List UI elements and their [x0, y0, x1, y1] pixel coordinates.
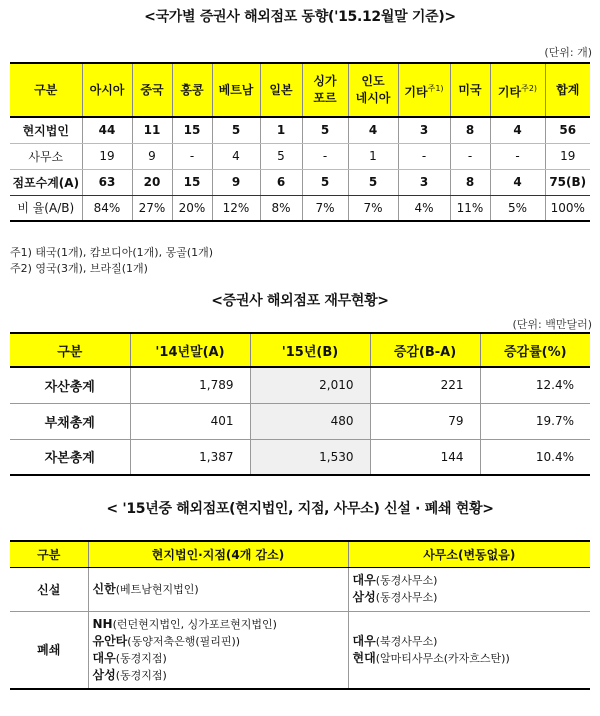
- table-cell: 44: [82, 117, 132, 143]
- footnote-1: 주1) 태국(1개), 캄보디아(1개), 몽골(1개): [10, 246, 214, 259]
- header-cell: 일본: [260, 63, 302, 117]
- table-cell: -: [490, 143, 545, 169]
- table-cell: -: [302, 143, 348, 169]
- row-label: 자산총계: [10, 367, 130, 403]
- finance-table: [10, 332, 590, 476]
- table-cell: 8: [450, 169, 490, 195]
- table-cell: 4%: [398, 195, 450, 221]
- table-cell: 19.7%: [480, 403, 590, 439]
- table-row: [10, 195, 590, 221]
- table-cell: 11: [132, 117, 172, 143]
- table-cell: 4: [212, 143, 260, 169]
- table-cell: 12.4%: [480, 367, 590, 403]
- table-cell: 75(B): [545, 169, 590, 195]
- table-cell: 27%: [132, 195, 172, 221]
- unit-label-1: (단위: 개): [544, 46, 592, 59]
- table-cell: 8%: [260, 195, 302, 221]
- header-cell: 구분: [10, 333, 130, 367]
- list-item: 유안타(동양저축은행(필리핀)): [92, 633, 241, 648]
- row-label: 비 율(A/B): [10, 195, 82, 221]
- header-cell: 구분: [10, 63, 82, 117]
- offices-cell: [348, 567, 590, 611]
- table-header-row: [10, 63, 590, 117]
- table-cell: -: [172, 143, 212, 169]
- country-branches-table: [10, 62, 590, 222]
- table-cell: 144: [370, 439, 480, 475]
- header-cell: 인도 네시아: [348, 63, 398, 117]
- table-cell: 5: [212, 117, 260, 143]
- list-item: NH(런던현지법인, 싱가포르현지법인): [92, 616, 277, 631]
- table-cell: -: [450, 143, 490, 169]
- table-header-row: [10, 541, 590, 567]
- unit-label-2: (단위: 백만달러): [512, 318, 592, 331]
- header-cell: 사무소(변동없음): [348, 541, 590, 567]
- table-cell: 221: [370, 367, 480, 403]
- table-cell: 2,010: [250, 367, 370, 403]
- row-label: 신설: [10, 567, 88, 611]
- table-row: [10, 143, 590, 169]
- table-cell: 5: [348, 169, 398, 195]
- table-cell: 9: [212, 169, 260, 195]
- list-item: 대우(동경지점): [92, 650, 167, 665]
- table-cell: 4: [348, 117, 398, 143]
- list-item: 현대(알마티사무소(카자흐스탄)): [352, 650, 510, 665]
- header-cell: 베트남: [212, 63, 260, 117]
- header-cell: 중국: [132, 63, 172, 117]
- header-cell: '15년(B): [250, 333, 370, 367]
- header-cell: 증감(B-A): [370, 333, 480, 367]
- table-row-new: [10, 567, 590, 611]
- table-cell: 4: [490, 169, 545, 195]
- header-cell: 구분: [10, 541, 88, 567]
- table-cell: 63: [82, 169, 132, 195]
- table-cell: 7%: [348, 195, 398, 221]
- table-cell: 4: [490, 117, 545, 143]
- table-row: [10, 403, 590, 439]
- table-cell: 1,387: [130, 439, 250, 475]
- row-label: 점포수계(A): [10, 169, 82, 195]
- header-cell: 현지법인·지점(4개 감소): [88, 541, 348, 567]
- table-cell: 79: [370, 403, 480, 439]
- header-cell: 미국: [450, 63, 490, 117]
- header-cell: 기타$^{주2)}$: [490, 63, 545, 117]
- row-label: 자본총계: [10, 439, 130, 475]
- row-label: 사무소: [10, 143, 82, 169]
- table-cell: -: [398, 143, 450, 169]
- table-cell: 20%: [172, 195, 212, 221]
- table-cell: 5%: [490, 195, 545, 221]
- list-item: 대우(북경사무소): [352, 633, 438, 648]
- table-cell: 9: [132, 143, 172, 169]
- header-cell: 싱가 포르: [302, 63, 348, 117]
- table-cell: 1,789: [130, 367, 250, 403]
- table-cell: 15: [172, 169, 212, 195]
- header-cell: 합계: [545, 63, 590, 117]
- table-row: [10, 439, 590, 475]
- footnote-2: 주2) 영국(3개), 브라질(1개): [10, 262, 148, 275]
- table-cell: 1: [260, 117, 302, 143]
- header-cell: '14년말(A): [130, 333, 250, 367]
- list-item: 삼성(동경지점): [92, 667, 167, 682]
- table-cell: 19: [545, 143, 590, 169]
- table-row-closed: [10, 611, 590, 689]
- table-cell: 8: [450, 117, 490, 143]
- table-cell: 15: [172, 117, 212, 143]
- table-header-row: [10, 333, 590, 367]
- table-cell: 10.4%: [480, 439, 590, 475]
- offices-cell: [348, 611, 590, 689]
- header-cell: 증감률(%): [480, 333, 590, 367]
- row-label: 현지법인: [10, 117, 82, 143]
- table-cell: 20: [132, 169, 172, 195]
- table-cell: 3: [398, 169, 450, 195]
- row-label: 폐쇄: [10, 611, 88, 689]
- header-cell: 아시아: [82, 63, 132, 117]
- table-cell: 19: [82, 143, 132, 169]
- list-item: 대우(동경사무소): [352, 573, 438, 587]
- table-cell: 401: [130, 403, 250, 439]
- table-cell: 480: [250, 403, 370, 439]
- country-branches-title: <국가별 증권사 해외점포 동향('15.12월말 기준)>: [144, 9, 456, 25]
- header-cell: 홍콩: [172, 63, 212, 117]
- open-close-table: [10, 540, 590, 690]
- table-row: [10, 367, 590, 403]
- table-cell: 84%: [82, 195, 132, 221]
- list-item: 삼성(동경사무소): [352, 590, 438, 604]
- branches-cell: [88, 567, 348, 611]
- table-cell: 5: [260, 143, 302, 169]
- table-cell: 7%: [302, 195, 348, 221]
- header-cell: 기타$^{주1)}$: [398, 63, 450, 117]
- table-cell: 1: [348, 143, 398, 169]
- branches-cell: [88, 611, 348, 689]
- table-cell: 3: [398, 117, 450, 143]
- table-cell: 12%: [212, 195, 260, 221]
- table-cell: 6: [260, 169, 302, 195]
- list-item: 신한(베트남현지법인): [92, 581, 199, 596]
- table-cell: 5: [302, 169, 348, 195]
- table-cell: 1,530: [250, 439, 370, 475]
- table-cell: 11%: [450, 195, 490, 221]
- table-row: [10, 169, 590, 195]
- open-close-title: < '15년중 해외점포(현지법인, 지점, 사무소) 신설 · 폐쇄 현황>: [106, 501, 494, 517]
- table-cell: 100%: [545, 195, 590, 221]
- table-cell: 56: [545, 117, 590, 143]
- finance-title: <증권사 해외점포 재무현황>: [211, 293, 389, 309]
- row-label: 부채총계: [10, 403, 130, 439]
- table-cell: 5: [302, 117, 348, 143]
- table-row: [10, 117, 590, 143]
